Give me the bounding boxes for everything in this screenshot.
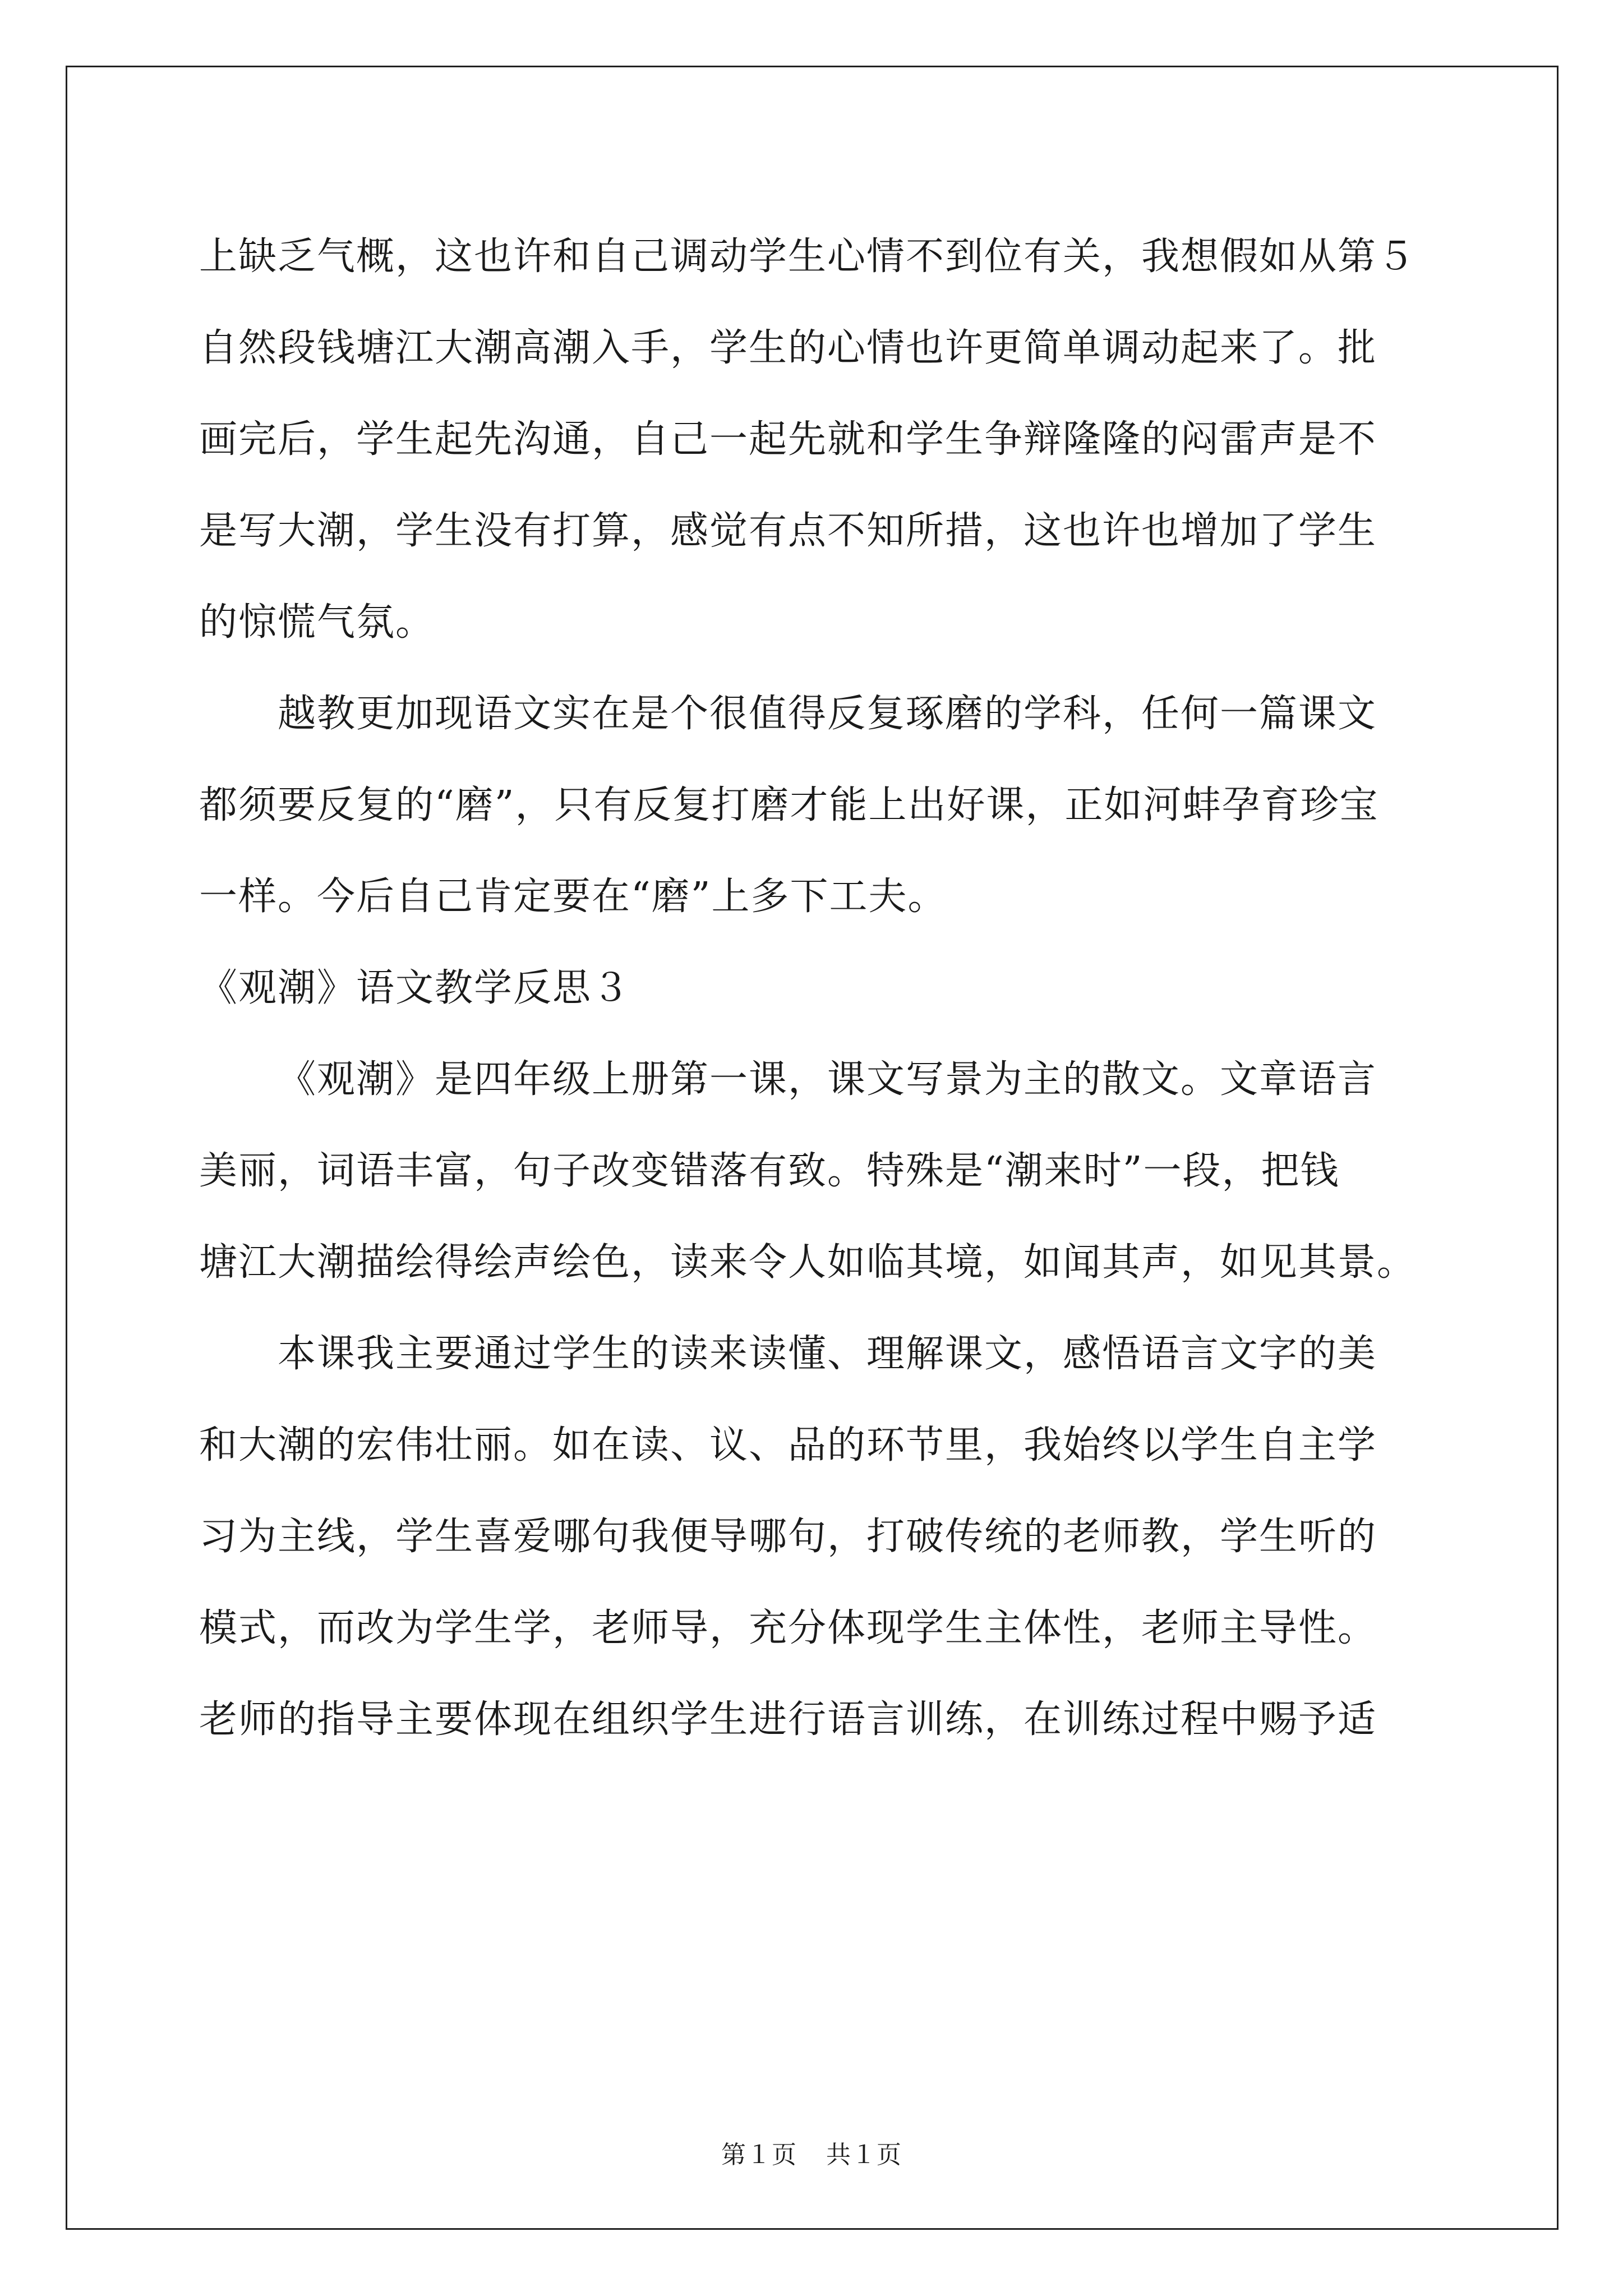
text-line: 美丽，词语丰富，句子改变错落有致。特殊是“潮来时”一段，把钱 — [199, 1149, 1340, 1193]
paragraph-start-line: 《观潮》是四年级上册第一课，课文写景为主的散文。文章语言 — [278, 1057, 1377, 1102]
paragraph-start-line: 本课我主要通过学生的读来读懂、理解课文，感悟语言文字的美 — [278, 1332, 1377, 1376]
paragraph-start-line: 越教更加现语文实在是个很值得反复琢磨的学科，任何一篇课文 — [278, 692, 1377, 736]
text-line: 模式，而改为学生学，老师导，充分体现学生主体性，老师主导性。 — [199, 1606, 1377, 1650]
page-number-total: 共１页 — [826, 2141, 902, 2169]
text-line: 画完后，学生起先沟通，自己一起先就和学生争辩隆隆的闷雷声是不 — [199, 417, 1377, 462]
text-line: 一样。今后自己肯定要在“磨”上多下工夫。 — [199, 875, 947, 919]
text-line: 上缺乏气概，这也许和自己调动学生心情不到位有关，我想假如从第５ — [199, 234, 1417, 279]
text-line: 习为主线，学生喜爱哪句我便导哪句，打破传统的老师教，学生听的 — [199, 1515, 1377, 1559]
text-line: 老师的指导主要体现在组织学生进行语言训练，在训练过程中赐予适 — [199, 1697, 1377, 1742]
text-line: 自然段钱塘江大潮高潮入手，学生的心情也许更简单调动起来了。批 — [199, 326, 1377, 370]
text-line: 的惊慌气氛。 — [199, 600, 435, 645]
text-line: 是写大潮，学生没有打算，感觉有点不知所措，这也许也增加了学生 — [199, 509, 1377, 553]
text-line: 都须要反复的“磨”，只有反复打磨才能上出好课，正如河蚌孕育珍宝 — [199, 783, 1379, 827]
text-line: 塘江大潮描绘得绘声绘色，读来令人如临其境，如闻其声，如见其景。 — [199, 1240, 1417, 1285]
document-body — [199, 211, 1424, 1765]
section-heading: 《观潮》语文教学反思３ — [199, 966, 631, 1010]
page-footer — [0, 2134, 1623, 2170]
text-line: 和大潮的宏伟壮丽。如在读、议、品的环节里，我始终以学生自主学 — [199, 1423, 1377, 1467]
page-number-current: 第１页 — [721, 2141, 797, 2169]
